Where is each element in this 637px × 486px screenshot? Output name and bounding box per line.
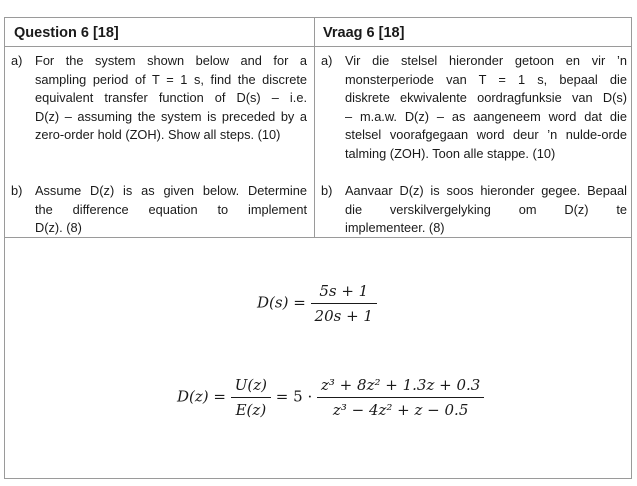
question-table bbox=[4, 17, 632, 479]
dz-numerator: z³ + 8z² + 1.3z + 0.3 bbox=[317, 376, 484, 398]
afrikaans-part-b-text: Aanvaar D(z) is soos hieronder gegee. Bepaal die verskilvergelyking om D(z) te implementeer. (8) bbox=[345, 183, 627, 235]
deel-b-label: b) bbox=[321, 183, 333, 198]
ds-transfer-function bbox=[257, 282, 377, 325]
dz-ue-denominator: E(z) bbox=[235, 401, 267, 419]
ds-lhs: D(s) = bbox=[257, 293, 306, 312]
part-a-label: a) bbox=[11, 53, 23, 68]
question-title-english: Question 6 [18] bbox=[14, 25, 119, 41]
dz-ue-numerator: U(z) bbox=[231, 376, 271, 398]
english-part-b-text: Assume D(z) is as given below. Determine the difference equation to implement D(z). (8) bbox=[35, 183, 307, 235]
part-b-label: b) bbox=[11, 183, 23, 198]
column-divider bbox=[314, 18, 315, 237]
english-part-a-text: For the system shown below and for a sampling period of T = 1 s, find the discrete equivalent transfer function of D(s) – i.e. D(z) – assuming the system is preceded by a zero-order hold (ZOH). Show all steps. (10) bbox=[35, 53, 307, 142]
question-title-afrikaans: Vraag 6 [18] bbox=[323, 25, 405, 41]
deel-a-label: a) bbox=[321, 53, 333, 68]
dz-ue-fraction bbox=[231, 376, 271, 419]
dz-gain: = 5 · bbox=[275, 387, 313, 406]
ds-fraction bbox=[311, 282, 377, 325]
ds-numerator: 5s + 1 bbox=[311, 282, 377, 304]
afrikaans-part-a-text: Vir die stelsel hieronder getoon en vir ’n monsterperiode van T = 1 s, bepaal die diskrete ekwivalente oordragfunksie van D(s) – m.a.w. D(z) – as aangeneem word dat die stelsel voorafgegaan word deur ’n nulde-orde talming (ZOH). Toon alle stappe. (10) bbox=[345, 53, 627, 161]
dz-denominator: z³ − 4z² + z − 0.5 bbox=[332, 401, 469, 419]
dz-poly-fraction bbox=[317, 376, 484, 419]
ds-denominator: 20s + 1 bbox=[314, 307, 373, 325]
dz-lhs: D(z) = bbox=[177, 387, 226, 406]
table-header-row bbox=[5, 18, 631, 47]
dz-transfer-function bbox=[177, 376, 484, 419]
